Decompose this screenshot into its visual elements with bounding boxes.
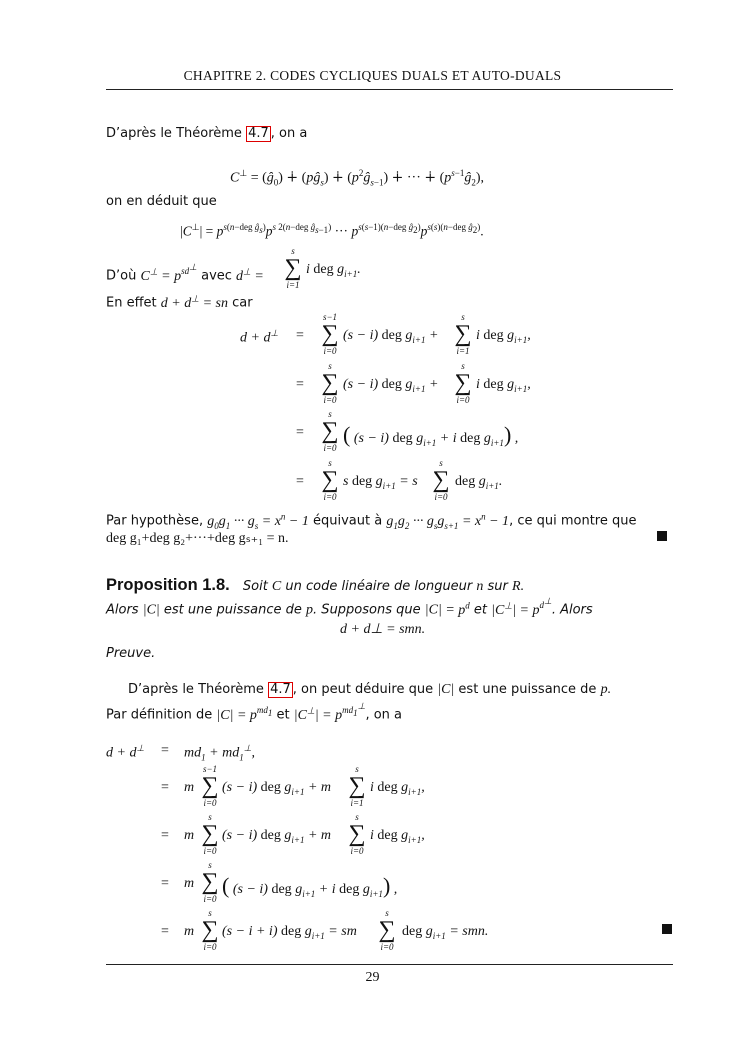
sum-symbol: s−1 ∑ i=0 xyxy=(321,312,339,356)
sum-symbol: s ∑ i=0 xyxy=(454,361,472,405)
sum-symbol: s ∑ i=1 xyxy=(284,246,302,290)
paragraph-dou: D’où $C^\perp = p^{sd^\perp}$ avec d⊥ = xyxy=(106,262,264,284)
eq-rhs: m xyxy=(184,876,195,891)
eq-lhs: d + d⊥ xyxy=(240,328,279,346)
sum-symbol: s ∑ i=0 xyxy=(321,361,339,405)
eq-sign: = xyxy=(296,474,304,489)
paragraph-proof-1: D’après le Théorème 4.7 , on peut déduire que |C| est une puissance de p. xyxy=(128,682,612,697)
eq-sign: = xyxy=(161,780,169,795)
eq-rhs: (s − i) deg $g_{i+1} + m$ xyxy=(222,780,332,797)
sum-symbol: s ∑ i=0 xyxy=(348,812,366,856)
proposition-line1: Proposition 1.8. Soit C un code linéaire de longueur n sur R. xyxy=(106,576,525,594)
eq-rhs: m xyxy=(184,828,195,843)
paragraph-proof-2: Par définition de $|C| = p^{md_1}$ et $|C^\perp| = p^{md_1^\perp}$, on a xyxy=(106,701,403,723)
sum-symbol: s ∑ i=1 xyxy=(348,764,366,808)
eq-rhs: m xyxy=(184,780,195,795)
paragraph-hypothese-line2: deg g₁+deg g₂+···+deg gₛ₊₁ = n. xyxy=(106,531,289,546)
equation-dual-code: $C^\perp = (ĝ_0)$ ∔ $(pĝ_s)$ ∔ $(p^2ĝ_{s-1})$ ∔ ··· ∔ $(p^{s-1}ĝ_2)$, xyxy=(230,168,485,188)
eq-rhs: i deg $g_{i+1}$, xyxy=(476,328,531,345)
eq-rhs: $md_1 + md_1^\perp$, xyxy=(184,743,256,763)
eq-sign: = xyxy=(161,743,169,758)
paragraph-theorem-ref: D’après le Théorème 4.7 , on a xyxy=(106,126,308,141)
proposition-equation: d + d⊥ = smn. xyxy=(340,622,426,637)
eq-lhs: d + d⊥ xyxy=(106,743,145,761)
eq-rhs: i deg $g_{i+1}$, xyxy=(370,780,425,797)
sum-symbol: s−1 ∑ i=0 xyxy=(201,764,219,808)
sum-symbol: s ∑ i=0 xyxy=(201,908,219,952)
eq-rhs: s deg $g_{i+1} = s$ xyxy=(343,474,418,491)
eq-rhs: ( (s − i) deg $g_{i+1} + i$ deg $g_{i+1}$) , xyxy=(343,422,519,448)
eq-sign: = xyxy=(296,328,304,343)
eq-rhs: (s − i) deg $g_{i+1}$ + xyxy=(343,328,439,345)
proof-label: Preuve. xyxy=(106,646,156,661)
sum-symbol: s ∑ i=0 xyxy=(321,409,339,453)
eq-rhs: (s − i) deg $g_{i+1}$ + xyxy=(343,377,439,394)
eq-sign: = xyxy=(161,876,169,891)
eq-rhs: ( (s − i) deg $g_{i+1} + i$ deg $g_{i+1}$) , xyxy=(222,873,398,899)
header-rule xyxy=(106,89,673,90)
paragraph-hypothese: Par hypothèse, $g_0g_1$ ··· $g_s = x^n - 1$ équivaut à $g_1g_2$ ··· $g_sg_{s+1} = x^n - 1$, ce qui montre que xyxy=(106,511,637,531)
eq-sign: = xyxy=(161,924,169,939)
proposition-title: Proposition 1.8. xyxy=(106,576,230,594)
sum-symbol: s ∑ i=0 xyxy=(201,812,219,856)
theorem-ref-link[interactable]: 4.7 xyxy=(270,682,291,697)
qed-square xyxy=(662,924,672,934)
eq-rhs: i deg $g_{i+1}$, xyxy=(370,828,425,845)
eq-rhs: m xyxy=(184,924,195,939)
sum-symbol: s ∑ i=0 xyxy=(432,458,450,502)
sum-symbol: s ∑ i=1 xyxy=(454,312,472,356)
eq-rhs: i deg $g_{i+1}$, xyxy=(476,377,531,394)
sum-symbol: s ∑ i=0 xyxy=(378,908,396,952)
qed-square xyxy=(657,531,667,541)
equation-cardinality: $|C^\perp| = p^{s(n-deg ĝ_s)}p^{s 2(n-deg ĝ_{s-1})}$ ··· $p^{s(s-1)(n-deg ĝ_2)}p^{s(s)(n-deg ĝ_2)}$. xyxy=(180,222,484,239)
eq-sign: = xyxy=(296,425,304,440)
eq-rhs: deg $g_{i+1}$ = smn. xyxy=(402,924,489,941)
eq-sign: = xyxy=(296,377,304,392)
page-number: 29 xyxy=(365,970,380,985)
footer-rule xyxy=(106,964,673,965)
paragraph-deduce: on en déduit que xyxy=(106,194,217,209)
paragraph-en-effet: En effet d + d⊥ = sn car xyxy=(106,293,253,311)
proposition-line2: Alors |C| est une puissance de p. Supposons que $|C| = p^d$ et $|C^\perp| = p^{d^\perp}$. Alors xyxy=(106,596,593,618)
eq-rhs: (s − i + i) deg $g_{i+1}$ = sm xyxy=(222,924,357,941)
sum-body: i deg $g_{i+1}$. xyxy=(306,262,361,279)
eq-rhs: deg $g_{i+1}$. xyxy=(455,474,503,491)
eq-sign: = xyxy=(161,828,169,843)
running-header: CHAPITRE 2. CODES CYCLIQUES DUALS ET AUTO-DUALS xyxy=(183,68,562,83)
eq-rhs: (s − i) deg $g_{i+1} + m$ xyxy=(222,828,332,845)
sum-symbol: s ∑ i=0 xyxy=(321,458,339,502)
sum-symbol: s ∑ i=0 xyxy=(201,860,219,904)
theorem-ref-link[interactable]: 4.7 xyxy=(248,126,269,141)
